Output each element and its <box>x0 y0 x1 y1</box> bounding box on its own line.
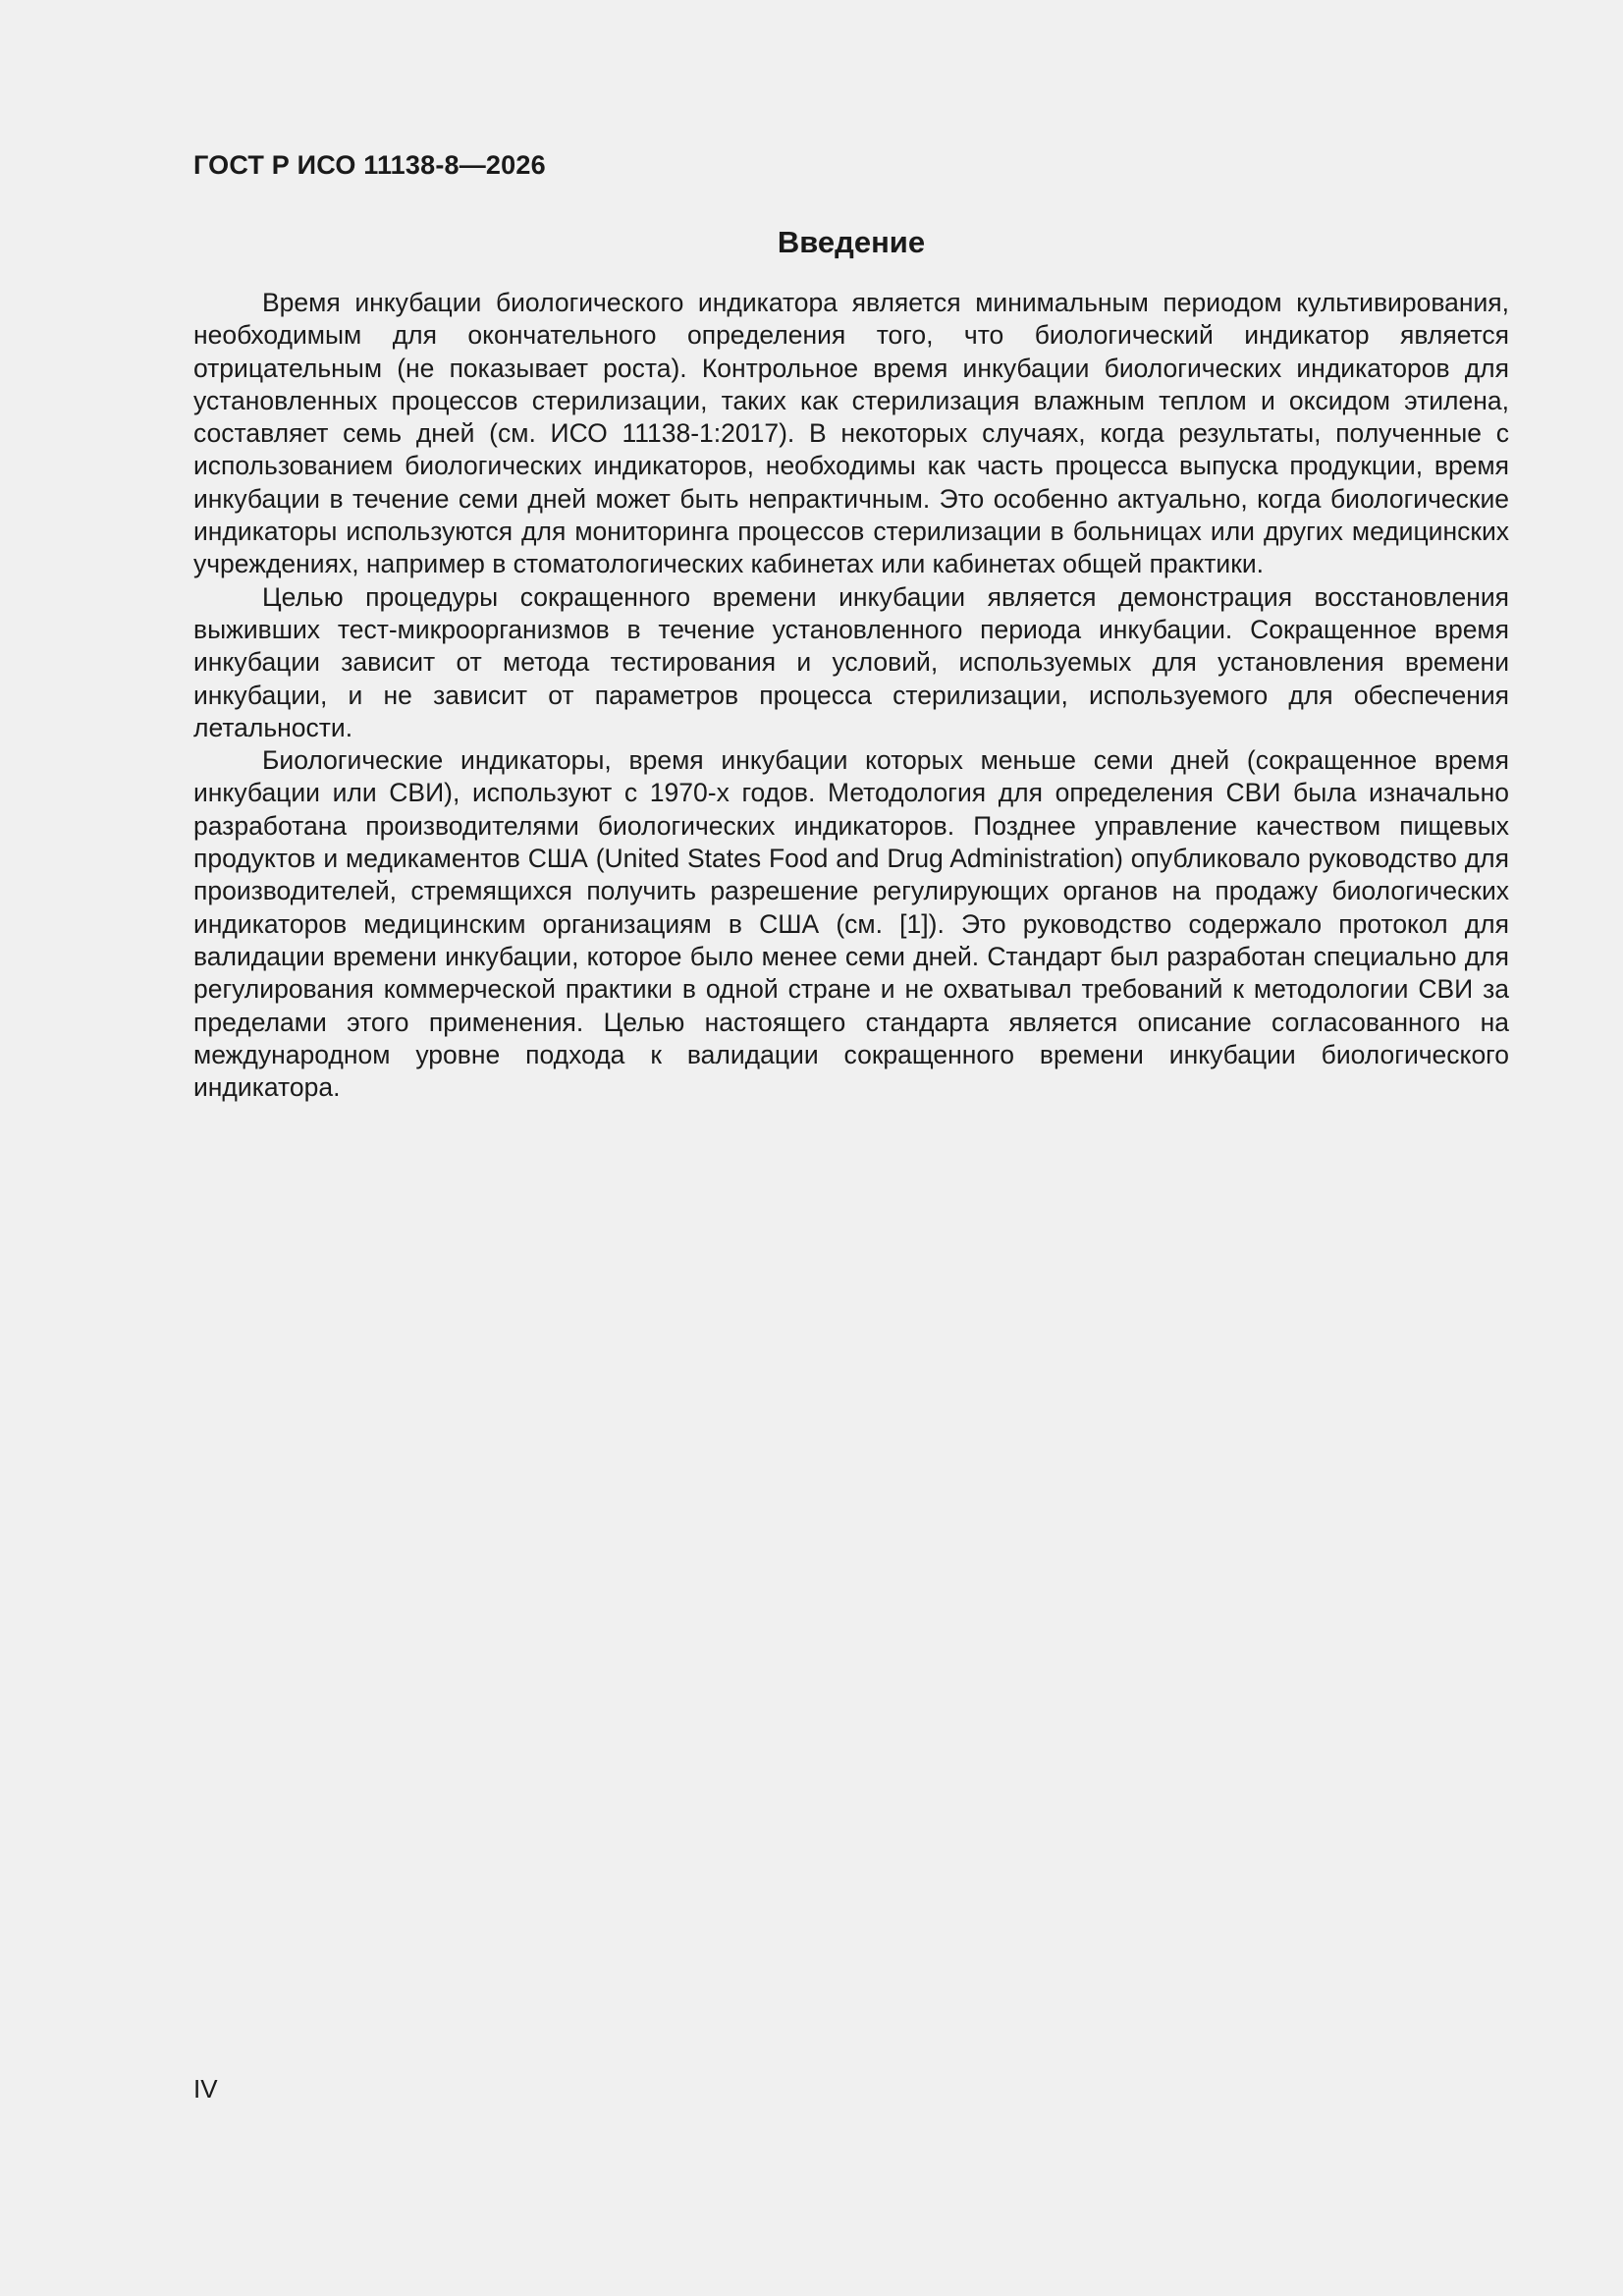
page-number: IV <box>193 2074 218 2104</box>
paragraph: Биологические индикаторы, время инкубации которых меньше семи дней (сокращенное время инкубации или СВИ), используют с 1970-х годов. Методология для определения СВИ была изначально разработана производителями биологических индикаторов. Позднее управление качеством пищевых продуктов и медикаментов США (United States Food and Drug Administration) опубликовало руководство для производителей, стремящихся получить разрешение регулирующих органов на продажу биологических индикаторов медицинским организациям в США (см. [1]). Это руководство содержало протокол для валидации времени инкубации, которое было менее семи дней. Стандарт был разработан специально для регулирования коммерческой практики в одной стране и не охватывал требований к методологии СВИ за пределами этого применения. Целью настоящего стандарта является описание согласованного на международном уровне подхода к валидации сокращенного времени инкубации биологического индикатора. <box>193 745 1509 1103</box>
section-title: Введение <box>777 225 926 259</box>
document-code: ГОСТ Р ИСО 11138-8—2026 <box>193 150 546 180</box>
paragraph: Целью процедуры сокращенного времени инкубации является демонстрация восстановления выживших тест-микроорганизмов в течение установленного периода инкубации. Сокращенное время инкубации зависит от метода тестирования и условий, используемых для установления времени инкубации, и не зависит от параметров процесса стерилизации, используемого для обеспечения летальности. <box>193 581 1509 742</box>
section-body <box>193 287 1509 1104</box>
paragraph: Время инкубации биологического индикатора является минимальным периодом культивирования, необходимым для окончательного определения того, что биологический индикатор является отрицательным (не показывает роста). Контрольное время инкубации биологических индикаторов для установленных процессов стерилизации, таких как стерилизация влажным теплом и оксидом этилена, составляет семь дней (см. ИСО 11138-1:2017). В некоторых случаях, когда результаты, полученные с использованием биологических индикаторов, необходимы как часть процесса выпуска продукции, время инкубации в течение семи дней может быть непрактичным. Это особенно актуально, когда биологические индикаторы используются для мониторинга процессов стерилизации в больницах или других медицинских учреждениях, например в стоматологических кабинетах или кабинетах общей практики. <box>193 288 1509 579</box>
